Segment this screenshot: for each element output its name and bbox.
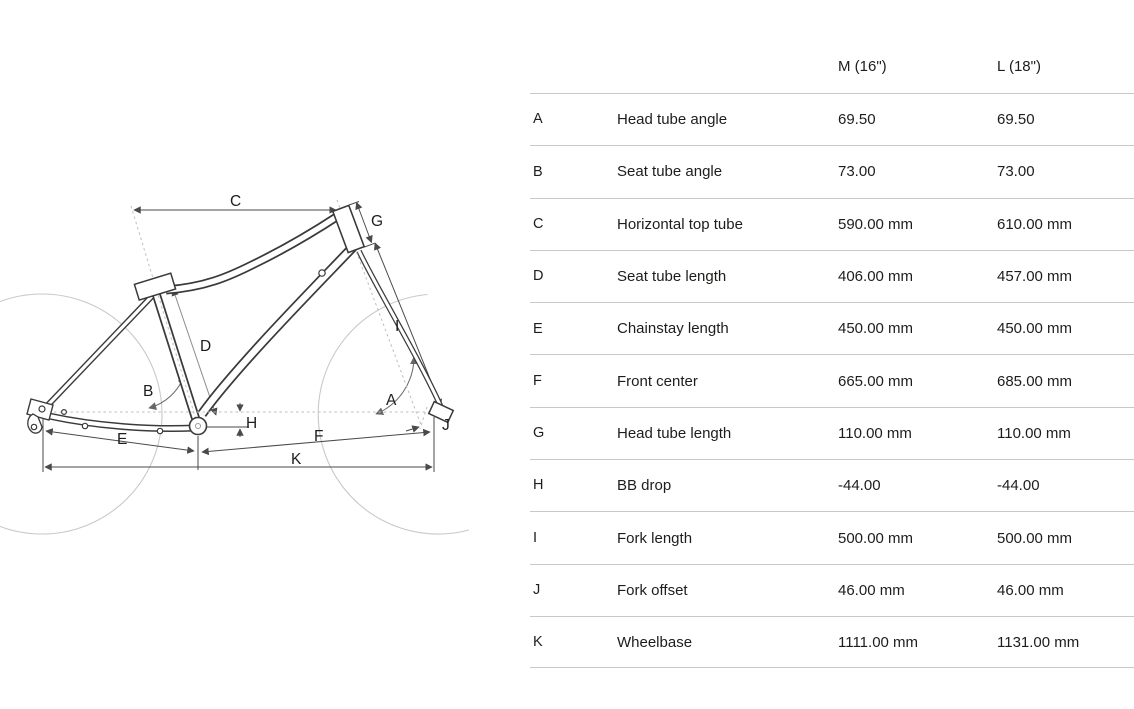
offset-tick: [420, 407, 427, 429]
table-row: [530, 198, 1134, 250]
row-letter: C: [533, 215, 544, 232]
construction-axes: [43, 200, 434, 429]
value-m: 665.00 mm: [838, 372, 914, 390]
value-m: 590.00 mm: [838, 215, 914, 233]
value-m: 1111.00 mm: [838, 633, 919, 651]
dim-label-f: F: [314, 428, 324, 445]
table-row: [530, 302, 1134, 354]
table-row: [530, 511, 1134, 563]
dim-label-a: A: [386, 392, 397, 409]
value-l: 73.00: [997, 163, 1035, 181]
dim-label-j: J: [442, 417, 450, 434]
table-row: [530, 93, 1134, 145]
value-m: 110.00 mm: [838, 424, 912, 442]
row-letter: I: [533, 529, 538, 546]
row-letter: B: [533, 163, 543, 180]
value-l: 457.00 mm: [997, 268, 1073, 286]
row-letter: K: [533, 633, 543, 650]
row-label: Horizontal top tube: [617, 215, 743, 233]
value-m: 450.00 mm: [838, 320, 914, 338]
row-label: Head tube length: [617, 424, 732, 442]
row-letter: D: [533, 268, 544, 285]
table-header-row: [530, 40, 1134, 93]
value-l: -44.00: [997, 477, 1040, 495]
dim-label-e: E: [117, 431, 128, 448]
row-label: Fork offset: [617, 581, 688, 599]
table-row: [530, 250, 1134, 302]
row-label: Wheelbase: [617, 633, 693, 651]
row-label: Chainstay length: [617, 320, 729, 338]
dim-label-b: B: [143, 383, 154, 400]
cable-boss: [82, 423, 87, 428]
table-row: [530, 407, 1134, 459]
value-l: 450.00 mm: [997, 320, 1073, 338]
row-label: Fork length: [617, 529, 693, 547]
row-letter: A: [533, 111, 543, 128]
table-row: [530, 616, 1134, 668]
bike-frame-drawing: [0, 0, 530, 709]
seat-clamp: [134, 273, 175, 300]
cable-boss: [157, 428, 162, 433]
value-l: 46.00 mm: [997, 581, 1064, 599]
frame-tubes: [47, 216, 441, 429]
value-l: 610.00 mm: [997, 215, 1073, 233]
geometry-table: [530, 40, 1134, 668]
value-l: 500.00 mm: [997, 529, 1073, 547]
head-tube: [333, 205, 364, 252]
dim-label-d: D: [200, 338, 212, 355]
value-m: 500.00 mm: [838, 529, 914, 547]
row-label: Seat tube length: [617, 268, 727, 286]
cable-port: [319, 270, 325, 276]
bike-geometry-diagram: [0, 0, 530, 709]
dim-line-j: [406, 427, 419, 431]
row-label: Head tube angle: [617, 111, 728, 129]
cable-boss: [62, 410, 67, 415]
row-letter: F: [533, 372, 542, 389]
value-m: 73.00: [838, 163, 876, 181]
row-label: Seat tube angle: [617, 163, 723, 181]
table-row: [530, 564, 1134, 616]
rear-wheel-circle: [0, 294, 162, 534]
dim-label-g: G: [371, 213, 384, 230]
value-l: 685.00 mm: [997, 372, 1073, 390]
table-row: [530, 145, 1134, 197]
value-m: 46.00 mm: [838, 581, 905, 599]
value-m: 406.00 mm: [838, 268, 914, 286]
row-label: BB drop: [617, 477, 672, 495]
dim-label-h: H: [246, 415, 258, 432]
angle-arc-b: [149, 376, 184, 408]
dimension-lines: [43, 202, 441, 473]
row-label: Front center: [617, 372, 698, 390]
col-header-m: M (16"): [838, 58, 887, 75]
row-letter: E: [533, 320, 543, 337]
dim-label-c: C: [230, 193, 242, 210]
row-letter: G: [533, 425, 545, 442]
row-letter: H: [533, 477, 544, 494]
col-header-l: L (18"): [997, 58, 1041, 75]
row-letter: J: [533, 582, 541, 599]
dim-label-k: K: [291, 451, 302, 468]
value-l: 1131.00 mm: [997, 633, 1080, 651]
table-row: [530, 354, 1134, 406]
value-l: 110.00 mm: [997, 424, 1071, 442]
value-l: 69.50: [997, 111, 1035, 129]
value-m: -44.00: [838, 477, 881, 495]
value-m: 69.50: [838, 111, 876, 129]
dim-label-i: I: [395, 318, 400, 335]
table-row: [530, 459, 1134, 511]
